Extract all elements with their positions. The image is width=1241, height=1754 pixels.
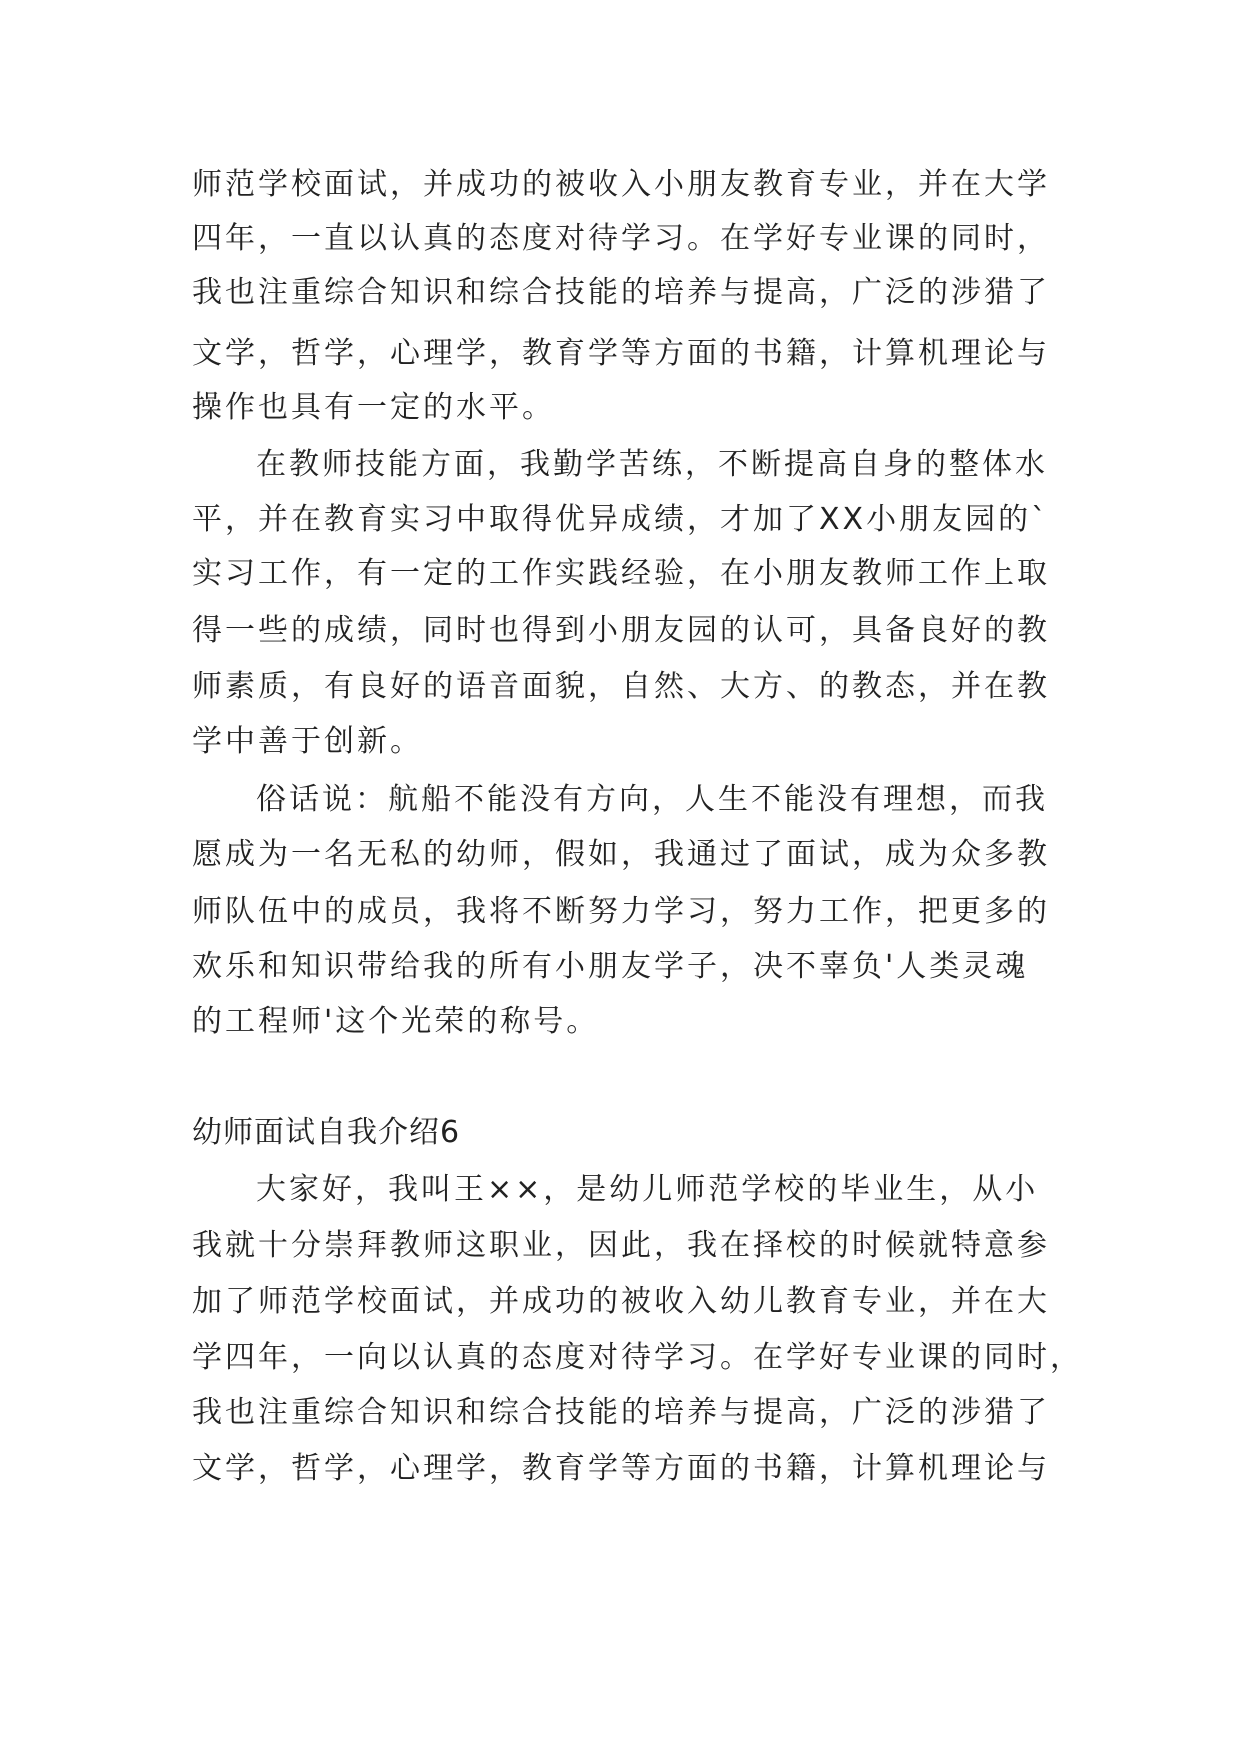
paragraph-first-line: 在教师技能方面，我勤学苦练，不断提高自身的整体水 <box>256 447 1048 482</box>
text-line: 学四年，一向以认真的态度对待学习。在学好专业课的同时， <box>192 1340 1083 1375</box>
text-line: 我就十分崇拜教师这职业，因此，我在择校的时候就特意参 <box>192 1228 1050 1263</box>
text-line: 欢乐和知识带给我的所有小朋友学子，决不辜负'人类灵魂 <box>192 949 1029 984</box>
text-line: 文学，哲学，心理学，教育学等方面的书籍，计算机理论与 <box>192 1451 1050 1486</box>
text-line: 我也注重综合知识和综合技能的培养与提高，广泛的涉猎了 <box>192 1395 1050 1430</box>
text-line: 平，并在教育实习中取得优异成绩，才加了XX小朋友园的` <box>192 502 1050 537</box>
text-line: 实习工作，有一定的工作实践经验，在小朋友教师工作上取 <box>192 556 1050 591</box>
text-line: 加了师范学校面试，并成功的被收入幼儿教育专业，并在大 <box>192 1284 1050 1319</box>
section-heading: 幼师面试自我介绍6 <box>192 1115 461 1150</box>
paragraph-first-line: 大家好，我叫王××，是幼儿师范学校的毕业生，从小 <box>256 1172 1039 1207</box>
text-line: 四年，一直以认真的态度对待学习。在学好专业课的同时， <box>192 221 1050 256</box>
text-line: 师范学校面试，并成功的被收入小朋友教育专业，并在大学 <box>192 167 1050 202</box>
text-line: 愿成为一名无私的幼师，假如，我通过了面试，成为众多教 <box>192 837 1050 872</box>
text-line: 师队伍中的成员，我将不断努力学习，努力工作，把更多的 <box>192 894 1050 929</box>
paragraph-first-line: 俗话说：航船不能没有方向，人生不能没有理想，而我 <box>256 782 1048 817</box>
text-line: 文学，哲学，心理学，教育学等方面的书籍，计算机理论与 <box>192 336 1050 371</box>
text-line: 学中善于创新。 <box>192 724 423 759</box>
text-line: 师素质，有良好的语音面貌，自然、大方、的教态，并在教 <box>192 669 1050 704</box>
text-line: 我也注重综合知识和综合技能的培养与提高，广泛的涉猎了 <box>192 275 1050 310</box>
text-line: 得一些的成绩，同时也得到小朋友园的认可，具备良好的教 <box>192 613 1050 648</box>
text-line: 操作也具有一定的水平。 <box>192 390 555 425</box>
text-line: 的工程师'这个光荣的称号。 <box>192 1004 600 1039</box>
